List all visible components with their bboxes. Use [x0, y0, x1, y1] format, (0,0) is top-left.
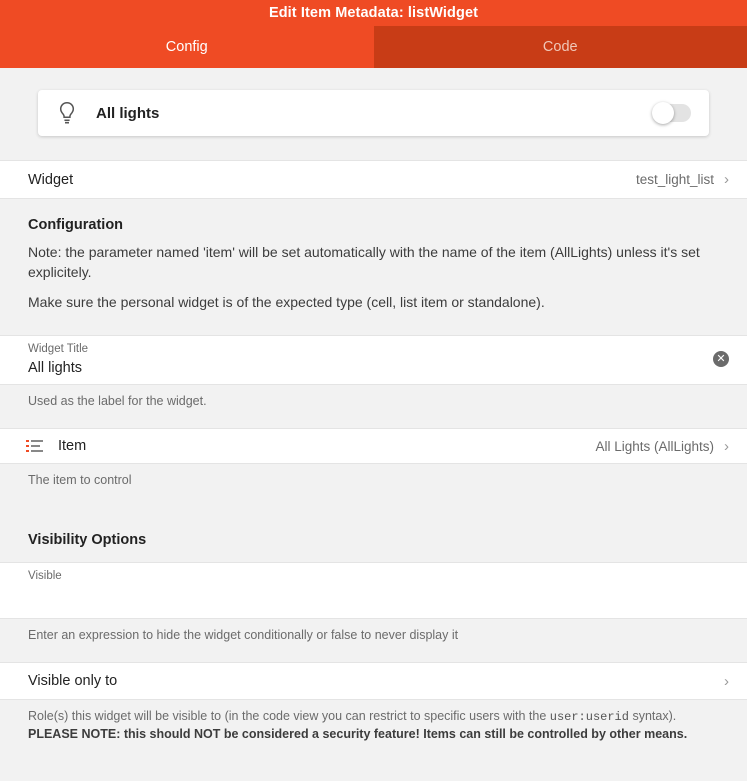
- widget-row-value: test_light_list: [635, 172, 714, 187]
- visible-input[interactable]: [28, 586, 729, 604]
- configuration-heading: Configuration: [28, 217, 124, 233]
- widget-title-field[interactable]: [0, 335, 747, 385]
- widget-title-input[interactable]: All lights: [28, 359, 82, 376]
- visible-only-to-label: Visible only to: [28, 673, 118, 690]
- visible-only-to-warning: PLEASE NOTE: this should NOT be considered a security feature! Items can still be controlled by other means.: [28, 726, 688, 741]
- visible-label: Visible: [28, 569, 62, 582]
- content-area: [0, 68, 747, 781]
- visible-only-to-row[interactable]: [0, 662, 747, 700]
- configuration-note-2: Make sure the personal widget is of the expected type (cell, list item or standalone).: [28, 293, 545, 310]
- visible-only-to-helper-code: user:userid: [549, 710, 629, 725]
- widget-row-label: Widget: [28, 171, 74, 188]
- configuration-note-1: Note: the parameter named 'item' will be set automatically with the name of the item (AllLights) unless it's set explicitely.: [28, 244, 700, 280]
- item-preview-label: All lights: [96, 104, 160, 122]
- visible-field-inner: [28, 569, 729, 604]
- item-preview-card[interactable]: [38, 90, 709, 136]
- visible-only-to-helper-prefix: Role(s) this widget will be visible to (in the code view you can restrict to specific users with the: [28, 709, 550, 724]
- tab-config-label: Config: [165, 39, 208, 55]
- navbar: [0, 0, 747, 26]
- visible-helper: Enter an expression to hide the widget conditionally or false to never display it: [28, 627, 459, 642]
- visible-field[interactable]: [0, 562, 747, 619]
- visibility-heading: Visibility Options: [28, 531, 147, 548]
- page-title: Edit Item Metadata: listWidget: [268, 5, 479, 21]
- item-picker-label: Item: [58, 438, 87, 455]
- item-toggle-switch[interactable]: [653, 104, 691, 122]
- widget-row[interactable]: [0, 160, 747, 199]
- item-list-icon: [26, 439, 46, 453]
- widget-title-helper: Used as the label for the widget.: [28, 393, 207, 408]
- widget-title-field-inner: [28, 342, 713, 377]
- tab-code[interactable]: [374, 26, 747, 68]
- visible-only-to-helper-suffix: syntax).: [628, 709, 677, 724]
- toggle-knob: [652, 102, 674, 124]
- tab-bar: [0, 26, 747, 68]
- clear-icon[interactable]: ✕: [713, 351, 729, 367]
- item-picker-helper: The item to control: [28, 473, 132, 488]
- item-picker-row[interactable]: [0, 428, 747, 464]
- tab-code-label: Code: [542, 39, 578, 55]
- item-picker-value: All Lights (AllLights): [595, 438, 714, 454]
- tab-config[interactable]: [0, 26, 374, 68]
- widget-title-label: Widget Title: [28, 342, 89, 355]
- chevron-right-icon: ›: [724, 171, 729, 188]
- lightbulb-icon: [52, 98, 82, 128]
- visible-only-to-helper: [28, 708, 719, 743]
- chevron-right-icon: ›: [724, 437, 729, 455]
- chevron-right-icon: ›: [724, 672, 729, 690]
